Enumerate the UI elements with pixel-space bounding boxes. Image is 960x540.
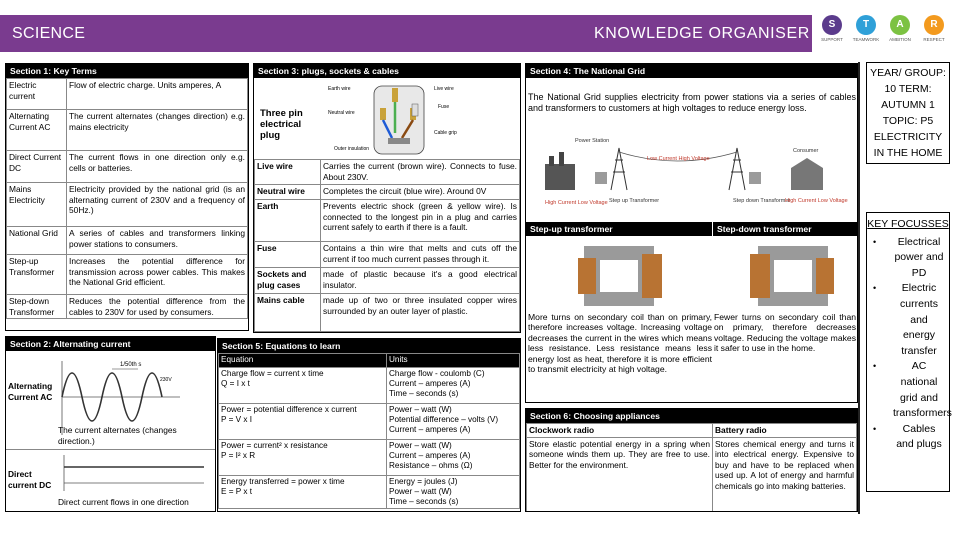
header-banner [0,15,812,52]
subject-title: SCIENCE [12,25,86,42]
step-up-text: More turns on secondary coil than on primary, therefore increases voltage. Increasing voltage decreases the current in the wires which means less resistance. Less resistance means less energy lost as heat, therefore it is more efficient to transmit electricity at high voltage. [528,312,712,375]
section-plugs-sockets-cables [253,63,521,333]
equations-table [218,353,520,509]
section-title: Section 4: The National Grid [526,64,857,78]
table-row: Step-down Transformer Reduces the potential difference from the cables to 230V for used by consumers. [7,295,248,319]
step-up-label: Step up Transformer [609,198,660,204]
table-row: Neutral wire Completes the circuit (blue wire). Around 0V [255,185,520,200]
step-down-text: Fewer turns on secondary coil than on primary, therefore decreases voltage. Reducing the voltage makes it safer to use in the home. [714,312,856,354]
table-row: Step-up Transformer Increases the potential difference for transmission across power cables. This makes the National Grid efficient. [7,255,248,295]
dc-description: Direct current flows in one direction [58,497,189,507]
svg-text:Outer insulation: Outer insulation [334,146,370,152]
table-row: Earth Prevents electric shock (green & yellow wire). Is connected to the longest pin in a plug and carries current safely to earth if there is a fault. [255,200,520,242]
section-choosing-appliances [525,408,858,512]
ambition-logo: A AMBITION [882,15,918,42]
clockwork-radio-text: Store elastic potential energy in a spring when someone winds them up. They are free to use. Better for the environment. [527,437,713,511]
ac-term: Alternating Current AC [8,381,53,402]
section-title: Section 5: Equations to learn [218,339,520,353]
list-item: • Cables and plugs [873,422,945,453]
svg-text:Fuse: Fuse [438,104,450,110]
topic-info: YEAR/ GROUP: 10 TERM: AUTUMN 1 TOPIC: P5 ELECTRICITY IN THE HOME [870,67,946,159]
section-title: Section 2: Alternating current [6,337,215,351]
period-label: 1/50th s [120,362,142,368]
school-values-logos [814,13,954,57]
national-grid-diagram [527,122,857,212]
key-terms-table [6,78,248,319]
table-row: Alternating Current AC The current alternates (changes direction) e.g. mains electricity [7,110,248,151]
key-focusses-panel [866,212,950,492]
table-row: Mains Electricity Electricity provided by the national grid (is an alternating current of 230V and a frequency of 50Hz.) [7,183,248,227]
svg-text:Live wire: Live wire [434,86,454,92]
clockwork-radio-heading: Clockwork radio [527,424,713,438]
consumer-label: Consumer [793,148,819,154]
table-row: Charge flow = current x time Q = I x t Charge flow - coulomb (C) Current – amperes (A) Time – seconds (s) [219,367,520,403]
teamwork-logo: T TEAMWORK [848,15,884,42]
table-row: Mains cable made up of two or three insulated copper wires surrounded by an outer layer of plastic. [255,294,520,332]
table-row: Direct Current DC The current flows in one direction only e.g. cells or batteries. [7,151,248,183]
section-key-terms [5,63,249,331]
equation-header: Equation [219,354,387,368]
ac-description: The current alternates (changes direction.) [58,425,177,446]
table-row: Fuse Contains a thin wire that melts and cuts off the current if too much current passes through it. [255,242,520,268]
dc-graph [58,453,208,493]
list-item: • AC national grid and transformers [873,359,945,421]
step-down-transformer-image [738,240,848,310]
plug-parts-table [254,159,520,332]
dc-term: Direct current DC [8,469,52,490]
section-national-grid [525,63,858,403]
step-up-title: Step-up transformer [530,224,613,234]
power-station-label: Power Station [575,138,610,144]
svg-text:Earth wire: Earth wire [328,86,351,92]
section-alternating-current [5,336,216,512]
plug-diagram [328,78,468,160]
section-title: Section 3: plugs, sockets & cables [254,64,520,78]
table-row: Electric current Flow of electric charge. Units amperes, A [7,79,248,110]
svg-text:Cable grip: Cable grip [434,130,457,136]
plug-title: Three pin electrical plug [260,108,303,141]
table-row: National Grid A series of cables and transformers linking power stations to consumers. [7,227,248,255]
column-divider [858,62,860,514]
list-item: • Electrical power and PD [873,235,945,282]
section-equations [217,338,521,512]
support-logo: S SUPPORT [814,15,850,42]
section-title: Section 1: Key Terms [6,64,248,78]
battery-radio-heading: Battery radio [713,424,857,438]
section-title: Section 6: Choosing appliances [526,409,857,423]
table-row: Live wire Carries the current (brown wire). Connects to fuse. About 230V. [255,160,520,185]
high-current-low-voltage-label: High Current Low Voltage [545,200,608,206]
table-row: Sockets and plug cases made of plastic because it's a good electrical insulator. [255,268,520,294]
units-header: Units [387,354,520,368]
table-row: Energy transferred = power x time E = P x t Energy = joules (J) Power – watt (W) Time – seconds (s) [219,475,520,508]
national-grid-text: The National Grid supplies electricity from power stations via a series of cables and transformers to customers at high voltages to reduce energy loss. [528,92,856,114]
low-current-high-voltage-label: Low Current High Voltage [647,156,710,162]
svg-text:Neutral wire: Neutral wire [328,110,355,116]
table-row: Power = potential difference x current P = V x I Power – watt (W) Potential difference – volts (V) Current – amperes (A) [219,403,520,439]
respect-logo: R RESPECT [916,15,952,42]
topic-info-panel [866,62,950,164]
voltage-label: 230V [160,377,172,383]
focus-list [867,233,952,453]
step-down-title: Step-down transformer [712,222,857,236]
list-item: • Electric currents and energy transfer [873,281,945,359]
key-focusses-title: KEY FOCUSSES [867,218,949,230]
high-current-low-voltage-label-2: High Current Low Voltage [785,198,848,204]
step-down-label: Step down Transformer [733,198,791,204]
table-row: Power = current² x resistance P = I² x R Power – watt (W) Current – amperes (A) Resistance – ohms (Ω) [219,439,520,475]
appliances-table [526,423,857,512]
page-title: KNOWLEDGE ORGANISER [594,25,810,42]
step-up-transformer-image [564,240,674,310]
battery-radio-text: Stores chemical energy and turns it into electrical energy. Expensive to buy and have to be replaced when used up. A lot of energy and harmful chemicals go into making batteries. [713,437,857,511]
